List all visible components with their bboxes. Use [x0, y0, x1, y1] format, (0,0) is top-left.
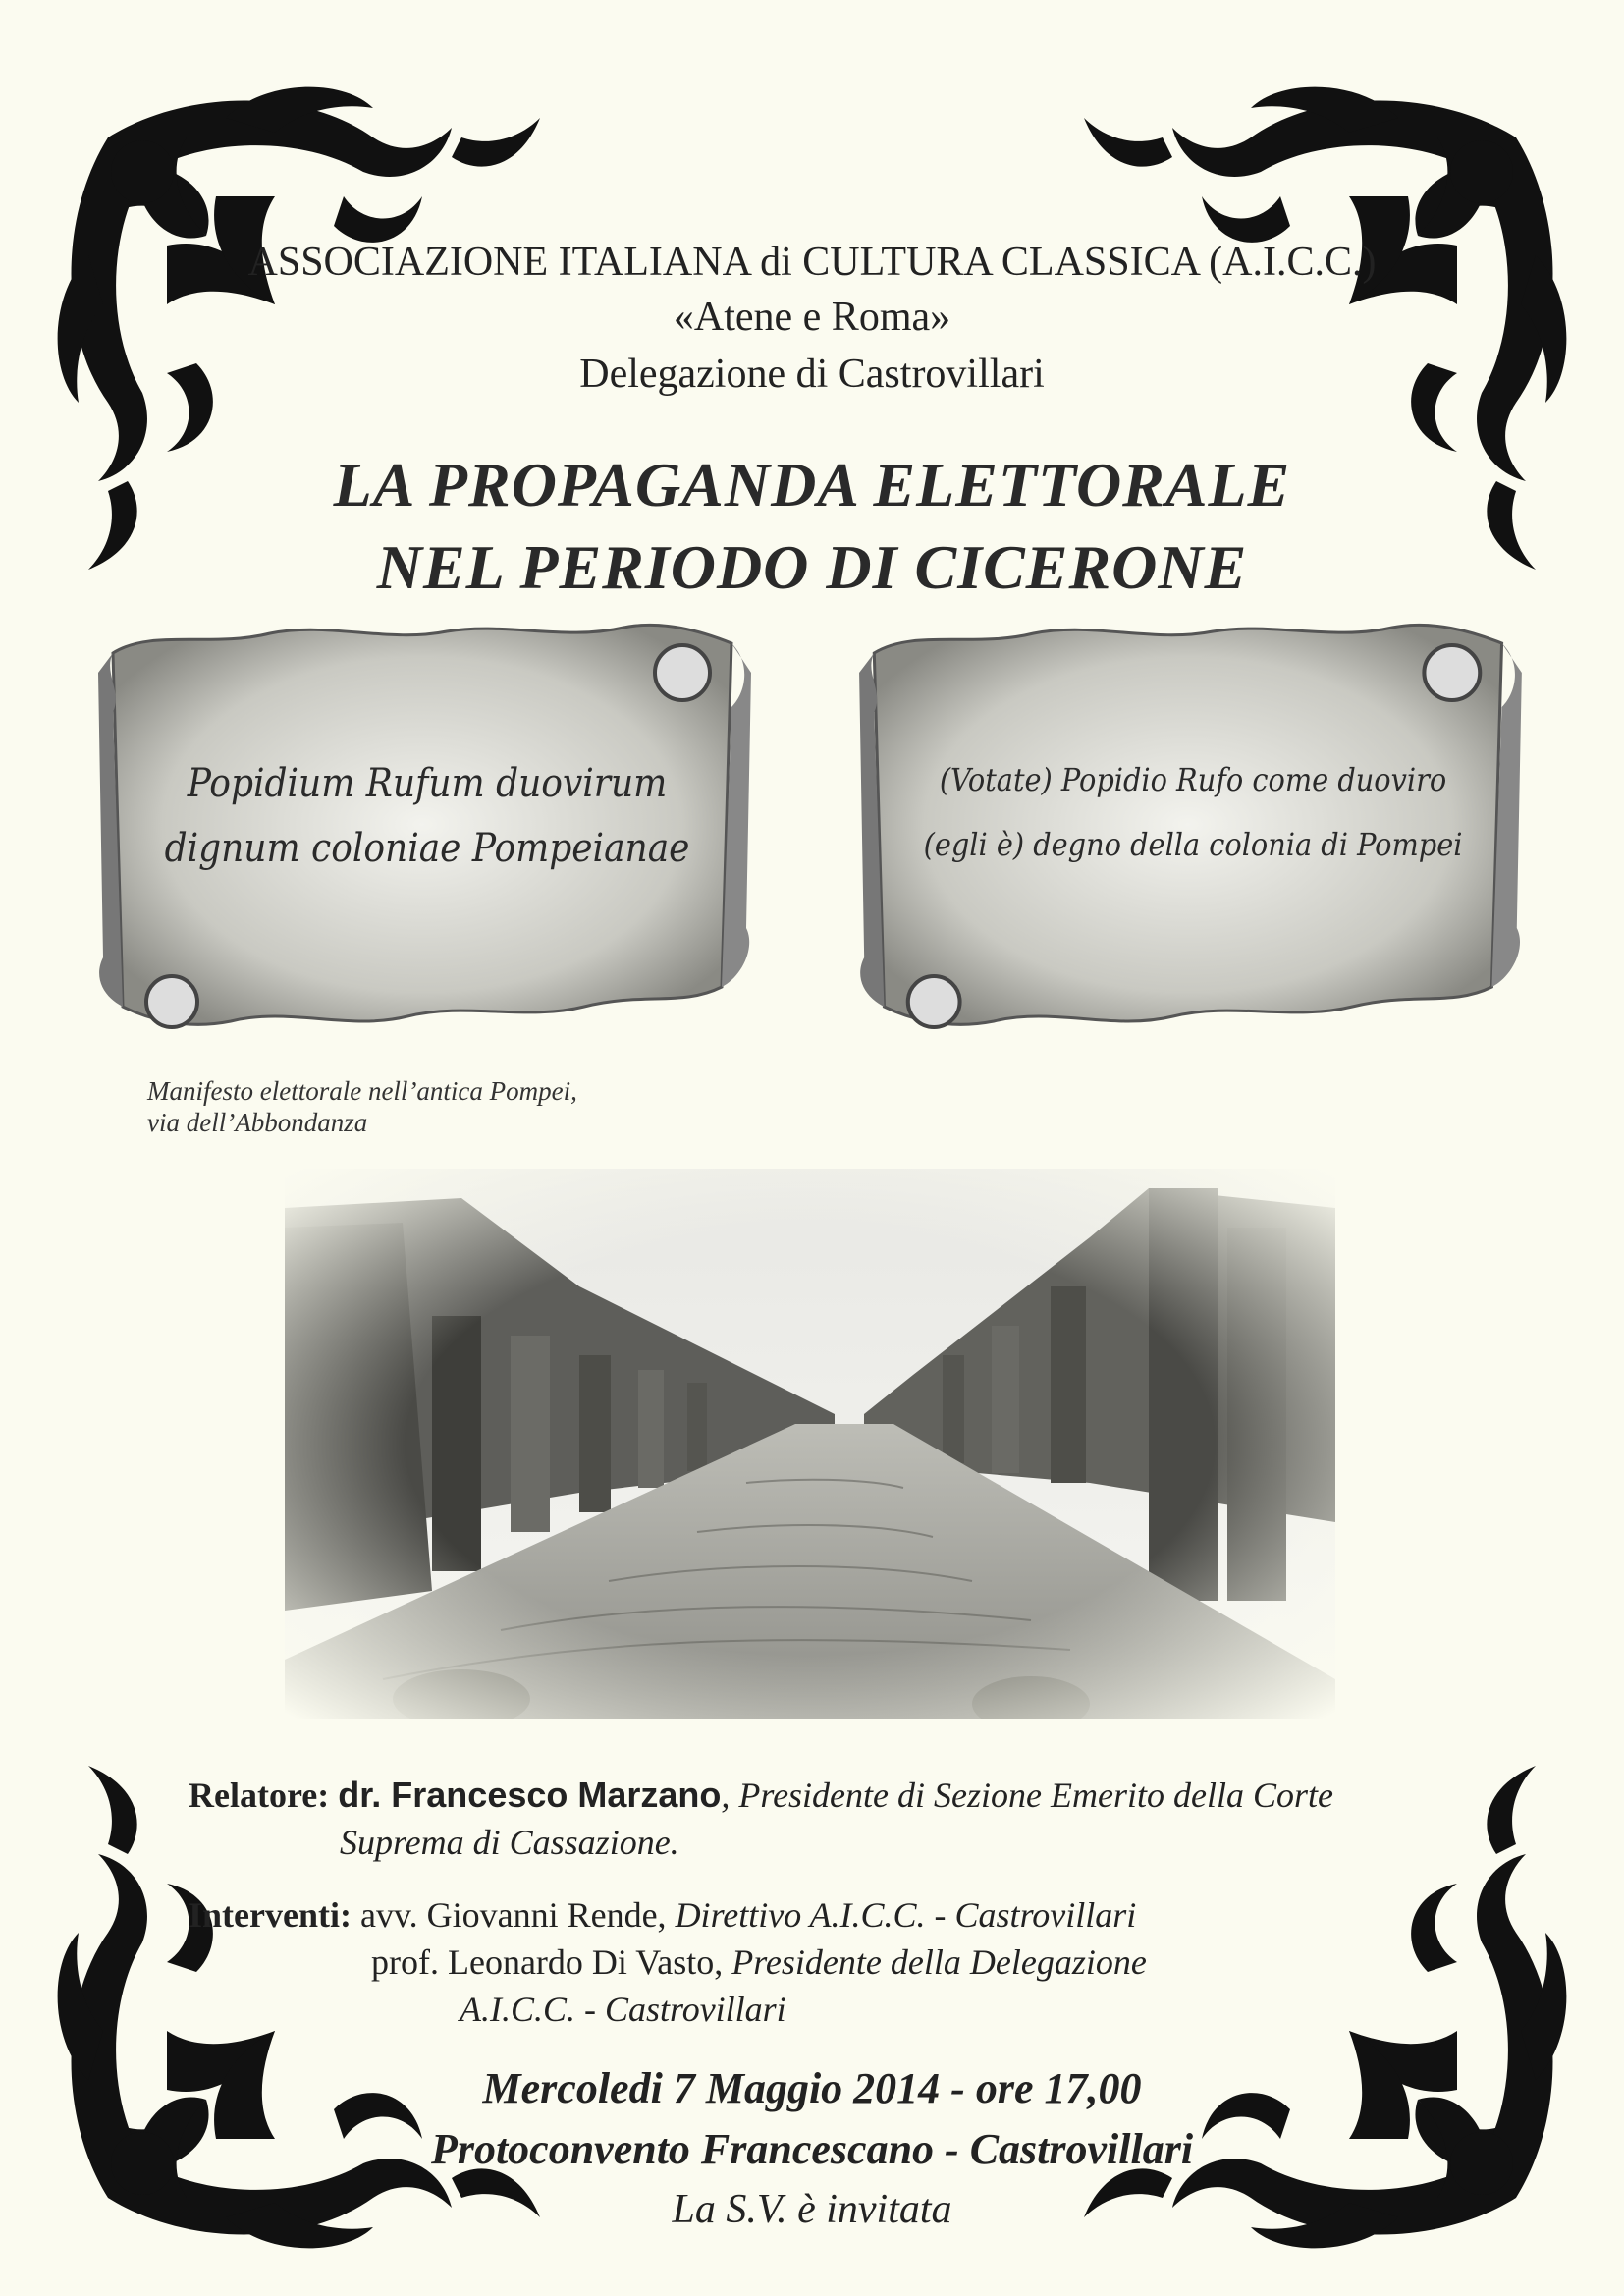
- speaker-role-line2: Suprema di Cassazione.: [340, 1823, 679, 1862]
- scroll-right-line1: (Votate) Popidio Rufo come duoviro: [939, 761, 1447, 798]
- interventions-label: Interventi:: [189, 1895, 352, 1935]
- scroll-right: [854, 614, 1532, 1046]
- delegation-name: Delegazione di Castrovillari: [579, 352, 1045, 397]
- scroll-left-line1: Popidium Rufum duovirum: [187, 761, 668, 806]
- intervention-second-role: Presidente della Delegazione: [723, 1942, 1147, 1982]
- intervention-first-role: Direttivo A.I.C.C. - Castrovillari: [666, 1895, 1137, 1935]
- page-title-line1: LA PROPAGANDA ELETTORALE: [333, 450, 1291, 519]
- invitation-note: La S.V. è invitata: [672, 2187, 952, 2232]
- event-venue: Protoconvento Francescano - Castrovillari: [430, 2125, 1194, 2173]
- speaker-line: [189, 1772, 1494, 1819]
- caption-line2: via dell’Abbondanza: [147, 1108, 368, 1137]
- speaker-role-line1: , Presidente di Sezione Emerito della Corte: [721, 1776, 1333, 1815]
- caption-line1: Manifesto elettorale nell’antica Pompei,: [147, 1076, 577, 1106]
- scroll-right-line2: (egli è) degno della colonia di Pompei: [923, 826, 1463, 863]
- scroll-left: [93, 614, 761, 1046]
- page-title-line2: NEL PERIODO DI CICERONE: [376, 532, 1248, 602]
- pompeii-street-photo: [285, 1169, 1335, 1719]
- intervention-second-role-line2: A.I.C.C. - Castrovillari: [460, 1990, 786, 2029]
- association-name: ASSOCIAZIONE ITALIANA di CULTURA CLASSICA (A.I.C.C.): [247, 240, 1377, 285]
- ornament-bottom-right: [1064, 1746, 1575, 2257]
- scroll-left-line2: dignum coloniae Pompeianae: [164, 826, 690, 871]
- speaker-name: dr. Francesco Marzano: [338, 1775, 722, 1815]
- intervention-second-name: prof. Leonardo Di Vasto,: [371, 1942, 724, 1982]
- association-subtitle: «Atene e Roma»: [673, 295, 951, 340]
- interventions-line1: [189, 1891, 1494, 1939]
- speaker-label: Relatore:: [189, 1776, 330, 1815]
- event-datetime: Mercoledi 7 Maggio 2014 - ore 17,00: [482, 2064, 1142, 2112]
- intervention-first-name: avv. Giovanni Rende,: [359, 1895, 667, 1935]
- interventions-line2: [371, 1939, 1481, 1986]
